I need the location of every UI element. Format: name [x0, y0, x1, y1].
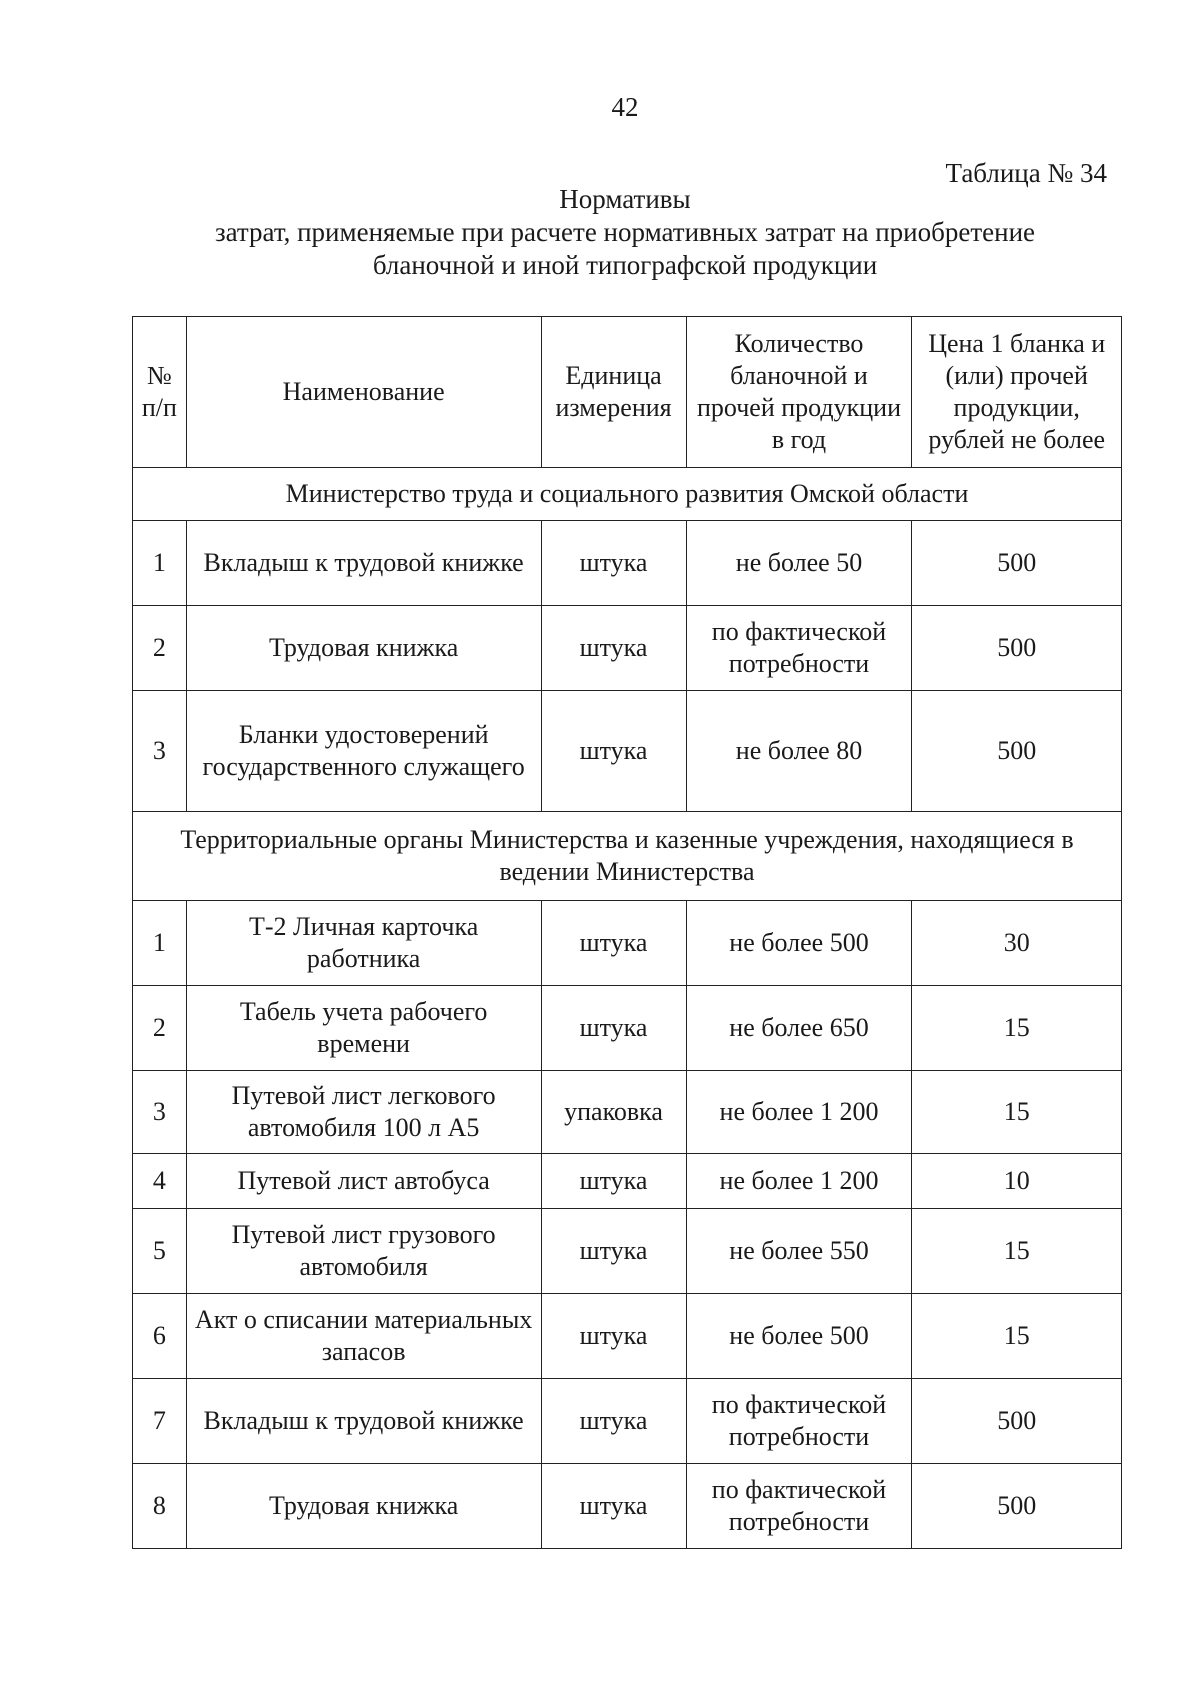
- cell-qty: не более 1 200: [686, 1071, 912, 1154]
- table-row: [133, 606, 1122, 691]
- cell-qty: не более 80: [686, 691, 912, 812]
- header-price: Цена 1 бланка и (или) прочей продукции, рублей не более: [912, 317, 1122, 468]
- cell-num: 5: [133, 1209, 187, 1294]
- cell-unit: штука: [541, 901, 686, 986]
- header-qty: Количество бланочной и прочей продукции в год: [686, 317, 912, 468]
- table-row: [133, 1294, 1122, 1379]
- cell-name: Трудовая книжка: [186, 1464, 541, 1549]
- cell-unit: штука: [541, 1209, 686, 1294]
- cell-num: 1: [133, 521, 187, 606]
- cell-name: Путевой лист автобуса: [186, 1154, 541, 1209]
- table-row: [133, 1464, 1122, 1549]
- cell-num: 6: [133, 1294, 187, 1379]
- table-row: [133, 1071, 1122, 1154]
- cell-qty: не более 500: [686, 1294, 912, 1379]
- cell-qty: не более 650: [686, 986, 912, 1071]
- cell-unit: штука: [541, 691, 686, 812]
- table-row: [133, 901, 1122, 986]
- cell-qty: не более 500: [686, 901, 912, 986]
- header-unit: Единица измерения: [541, 317, 686, 468]
- cell-price: 500: [912, 521, 1122, 606]
- page-number: 42: [611, 92, 639, 122]
- cell-unit: штука: [541, 606, 686, 691]
- cell-price: 15: [912, 1071, 1122, 1154]
- cell-price: 30: [912, 901, 1122, 986]
- cell-num: 1: [133, 901, 187, 986]
- cell-num: 8: [133, 1464, 187, 1549]
- cell-qty: не более 550: [686, 1209, 912, 1294]
- cell-price: 500: [912, 691, 1122, 812]
- cell-qty: по фактической потребности: [686, 606, 912, 691]
- cell-num: 3: [133, 691, 187, 812]
- cell-qty: по фактической потребности: [686, 1464, 912, 1549]
- section-title: Министерство труда и социального развития Омской области: [133, 468, 1122, 521]
- cell-price: 15: [912, 1209, 1122, 1294]
- norms-table: [132, 316, 1122, 1549]
- cell-qty: не более 1 200: [686, 1154, 912, 1209]
- cell-qty: не более 50: [686, 521, 912, 606]
- cell-num: 7: [133, 1379, 187, 1464]
- title-line-1: Нормативы: [559, 184, 691, 214]
- table-header-row: [133, 317, 1122, 468]
- cell-unit: штука: [541, 1294, 686, 1379]
- cell-price: 500: [912, 606, 1122, 691]
- cell-name: Акт о списании материальных запасов: [186, 1294, 541, 1379]
- cell-name: Табель учета рабочего времени: [186, 986, 541, 1071]
- title-line-2: затрат, применяемые при расчете нормативных затрат на приобретение: [214, 217, 1036, 247]
- cell-unit: штука: [541, 1379, 686, 1464]
- table-row: [133, 521, 1122, 606]
- cell-price: 500: [912, 1379, 1122, 1464]
- table-row: [133, 986, 1122, 1071]
- cell-price: 15: [912, 1294, 1122, 1379]
- table-label: Таблица № 34: [945, 158, 1107, 188]
- title-line-3: бланочной и иной типографской продукции: [372, 250, 878, 280]
- cell-price: 10: [912, 1154, 1122, 1209]
- cell-num: 2: [133, 986, 187, 1071]
- table-row: [133, 1154, 1122, 1209]
- cell-unit: штука: [541, 1464, 686, 1549]
- header-num: № п/п: [133, 317, 187, 468]
- cell-num: 4: [133, 1154, 187, 1209]
- cell-name: Путевой лист легкового автомобиля 100 л А5: [186, 1071, 541, 1154]
- document-title: [130, 183, 1120, 282]
- cell-name: Вкладыш к трудовой книжке: [186, 1379, 541, 1464]
- cell-price: 500: [912, 1464, 1122, 1549]
- cell-qty: по фактической потребности: [686, 1379, 912, 1464]
- cell-unit: штука: [541, 986, 686, 1071]
- cell-name: Бланки удостоверений государственного служащего: [186, 691, 541, 812]
- cell-name: Т-2 Личная карточка работника: [186, 901, 541, 986]
- table-row: [133, 1379, 1122, 1464]
- cell-unit: штука: [541, 521, 686, 606]
- cell-unit: упаковка: [541, 1071, 686, 1154]
- cell-name: Трудовая книжка: [186, 606, 541, 691]
- section-header-row: [133, 468, 1122, 521]
- table-row: [133, 691, 1122, 812]
- section-title: Территориальные органы Министерства и казенные учреждения, находящиеся в ведении Министерства: [133, 812, 1122, 901]
- table-row: [133, 1209, 1122, 1294]
- section-header-row: [133, 812, 1122, 901]
- cell-num: 3: [133, 1071, 187, 1154]
- cell-unit: штука: [541, 1154, 686, 1209]
- cell-price: 15: [912, 986, 1122, 1071]
- cell-name: Вкладыш к трудовой книжке: [186, 521, 541, 606]
- cell-num: 2: [133, 606, 187, 691]
- header-name: Наименование: [186, 317, 541, 468]
- cell-name: Путевой лист грузового автомобиля: [186, 1209, 541, 1294]
